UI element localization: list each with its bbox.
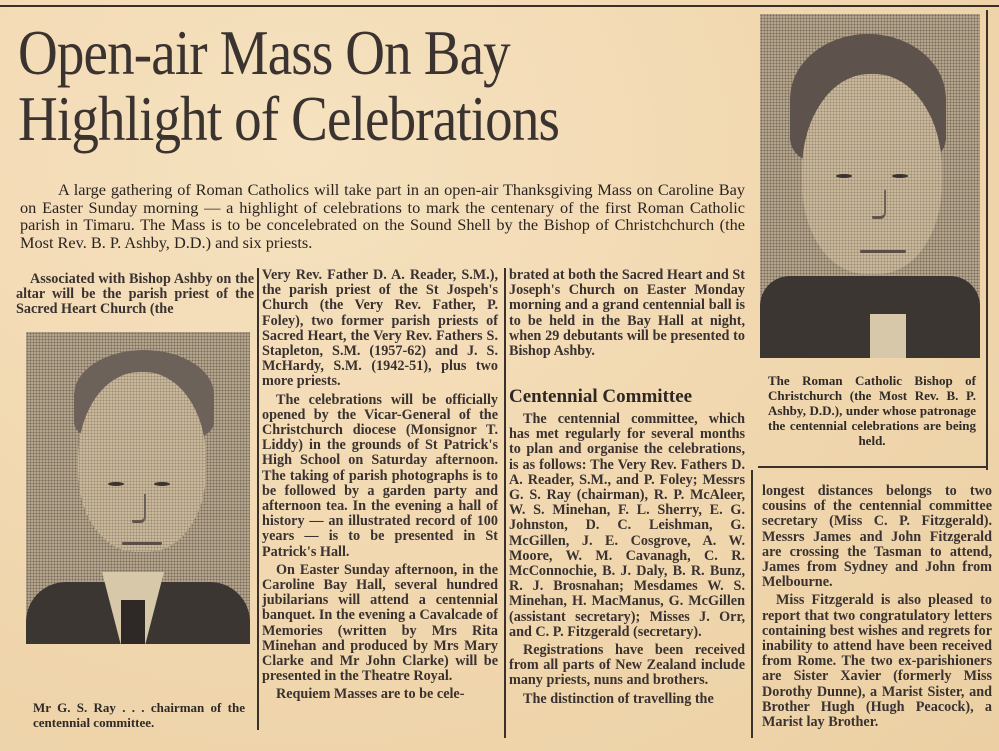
paragraph: brated at both the Sacred Heart and St Joseph's Church on Easter Monday morning and a grand centennial ball is to be held in the Bay Hall at night, when 29 debutants will be presented to Bishop Ashby. xyxy=(509,267,745,360)
paragraph: The distinction of travelling the xyxy=(523,690,714,707)
lede-paragraph: A large gathering of Roman Catholics will take part in an open-air Thanksgiving Mass on Caroline Bay on Easter Sunday morning — a highlight of celebrations to mark the centenary of the first Roman Catholic parish in Timaru. The Mass is to be concelebrated on the Sound Shell by the Bishop of Christchchurch (the Most Rev. B. P. Ashby, D.D.) and six priests. xyxy=(20,180,745,252)
column-divider xyxy=(257,268,259,730)
photo-g-s-ray xyxy=(26,332,250,644)
caption-rule xyxy=(758,466,988,468)
paragraph: Registrations have been received from all parts of New Zealand include many priests, nuns and brothers. xyxy=(509,642,745,689)
column-1 xyxy=(16,272,254,318)
column-2 xyxy=(262,268,498,703)
column-divider xyxy=(504,268,506,738)
photo-caption-ray: Mr G. S. Ray . . . chairman of the centennial committee. xyxy=(33,700,245,730)
top-rule xyxy=(0,5,999,7)
paragraph: Very Rev. Father D. A. Reader, S.M.), the parish priest of the St Jospeh's Church (the Very Rev. Father, P. Foley), two former parish priests of Sacred Heart, the Very Rev. Fathers S. Stapleton, S.M. (1957-62) and J. S. McHardy, S.M. (1942-51), plus two more priests. xyxy=(262,267,498,390)
paragraph: On Easter Sunday afternoon, in the Caroline Bay Hall, several hundred jubilarians will attend a centennial banquet. In the evening a Cavalcade of Memories (written by Mrs Rita Minehan and produced by Mrs Mary Clarke and Mr John Clarke) will be presented in the Theatre Royal. xyxy=(262,561,498,685)
photo-caption-ashby: The Roman Catholic Bishop of Christchurch (the Most Rev. B. P. Ashby, D.D.), under whose patronage the centennial celebrations are being held. xyxy=(768,373,976,448)
frame-line xyxy=(986,10,988,470)
paragraph: The celebrations will be officially opened by the Vicar-General of the Christchurch diocese (Monsignor T. Liddy) in the grounds of St Patrick's High School on Saturday afternoon. The taking of parish photographs is to be followed by a garden party and afternoon tea. In the evening a hall of history — an illustrated record of 100 years — is to be presented in St Patrick's Hall. xyxy=(262,391,498,560)
column-3 xyxy=(509,268,745,359)
column-divider xyxy=(751,470,753,738)
subheading-centennial-committee: Centennial Committee xyxy=(509,386,693,407)
paragraph: Associated with Bishop Ashby on the altar will be the parish priest of the Sacred Heart Church (the xyxy=(16,271,254,318)
photo-bishop-ashby xyxy=(760,14,980,358)
paragraph: Requiem Masses are to be cele- xyxy=(276,686,465,703)
headline-line-2: Highlight of Celebrations xyxy=(18,83,560,154)
column-3-continued xyxy=(509,412,745,707)
paragraph: Miss Fitzgerald is also pleased to report that two congratulatory letters containing best wishes and regrets for inability to attend have been received from Rome. The two ex-parishioners are Sister Xavier (formerly Miss Dorothy Dunne), a Marist Sister, and Brother Hugh (Hugh Peacock), a Marist lay Brother. xyxy=(762,592,992,731)
paragraph: longest distances belongs to two cousins of the centennial committee secretary (Miss C. P. Fitzgerald). Messrs James and John Fitzgerald are crossing the Tasman to attend, James from Sydney and John from Melbourne. xyxy=(762,483,992,591)
headline-line-1: Open-air Mass On Bay xyxy=(18,17,510,88)
headline xyxy=(18,17,646,154)
paragraph: The centennial committee, which has met regularly for several months to plan and organise the celebrations, is as follows: The Very Rev. Fathers D. A. Reader, S.M., and P. Foley; Messrs G. S. Ray (chairman), R. P. McAleer, W. S. Minehan, F. L. Sherry, E. G. Johnston, D. C. Leishman, G. McGillen, J. E. Cosgrove, A. W. Moore, W. M. Cavanagh, C. R. McConnochie, B. J. Daly, B. R. Bunz, R. J. Brosnahan; Mesdames W. S. Minehan, H. MacManus, G. McGillen (assistant secretary); Misses J. Orr, and C. P. Fitzgerald (secretary). xyxy=(509,411,745,640)
column-4 xyxy=(762,484,992,730)
